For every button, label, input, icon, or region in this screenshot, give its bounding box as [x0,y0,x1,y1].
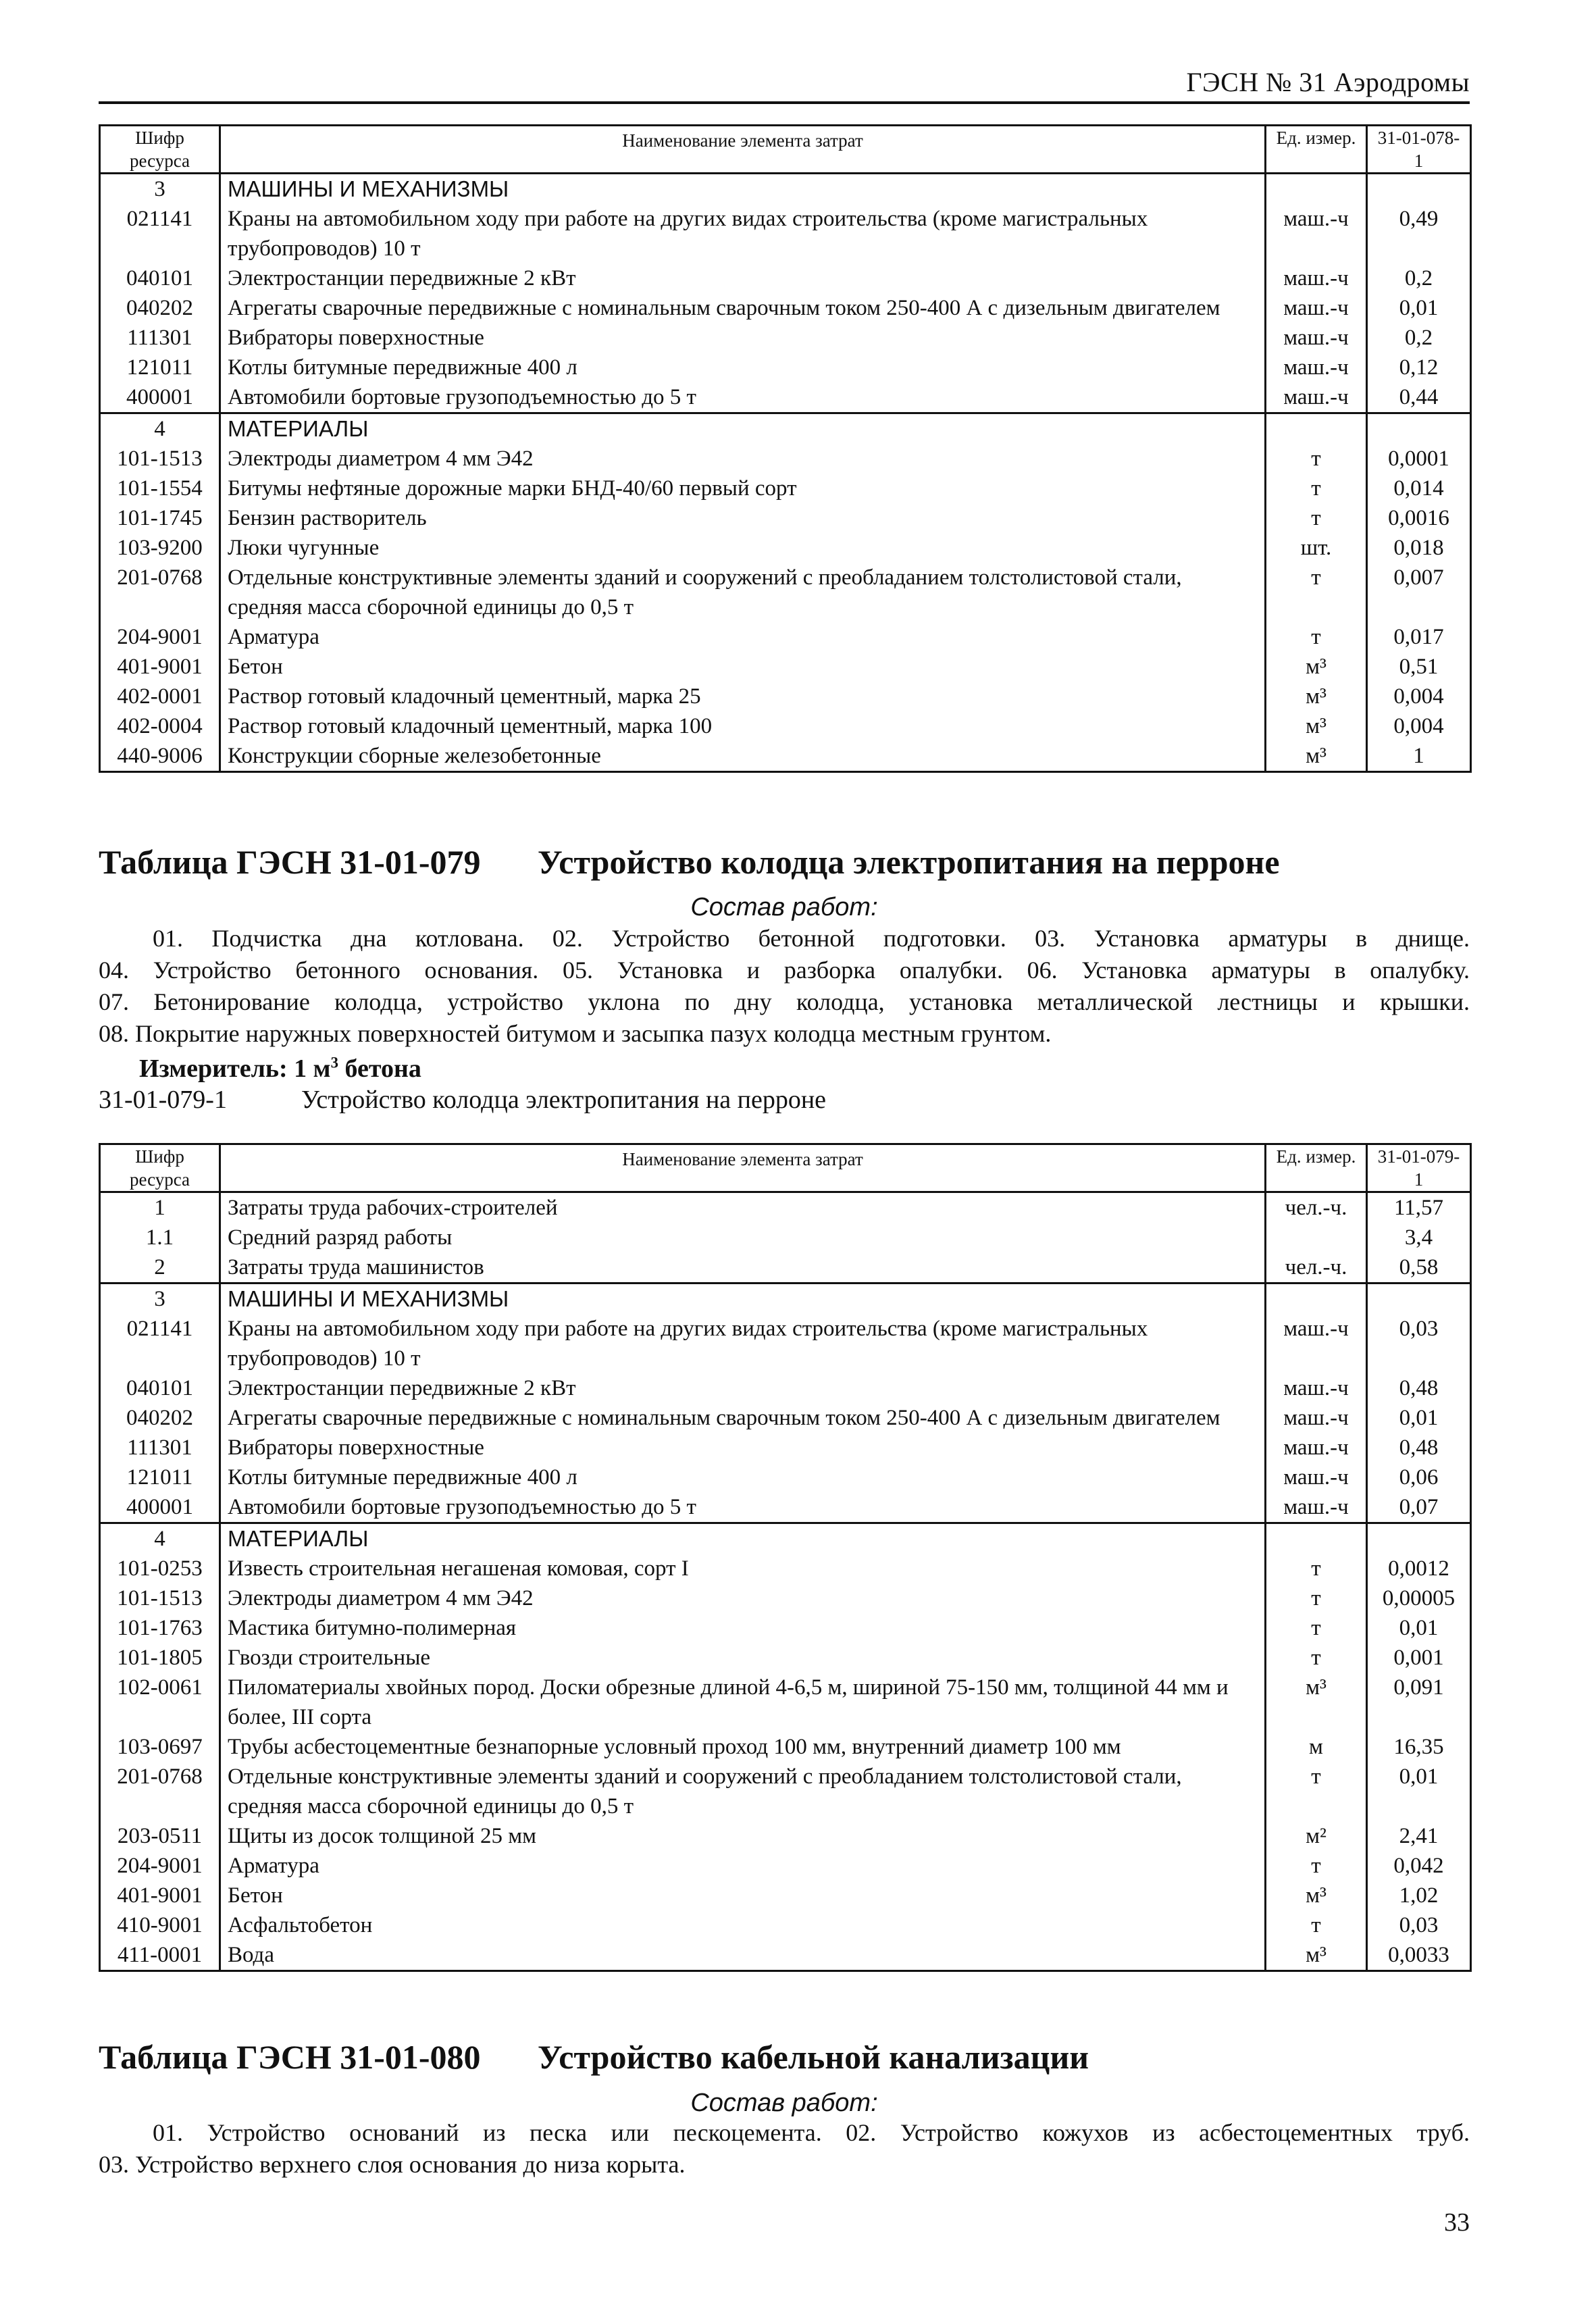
resource-unit: т [1266,1613,1367,1643]
resource-name: Вибраторы поверхностные [220,323,1266,353]
resource-code: 101-1763 [100,1613,220,1643]
resource-unit: м³ [1266,1940,1367,1971]
resource-unit: т [1266,563,1367,622]
resource-unit: маш.-ч [1266,1373,1367,1403]
resource-unit: м² [1266,1821,1367,1851]
composition-line: 01. Подчистка дна котлована. 02. Устройство бетонной подготовки. 03. Установка арматуры в днище. [153,925,1470,952]
resource-unit: чел.-ч. [1266,1252,1367,1283]
resource-name: Вибраторы поверхностные [220,1433,1266,1463]
meter-label: Измеритель: 1 м [139,1054,331,1083]
resource-name: Раствор готовый кладочный цементный, марка 100 [220,711,1266,741]
table-row [100,1554,1471,1583]
composition-line: 07. Бетонирование колодца, устройство уклона по дну колодца, установка металлической лестницы и крышки. [99,988,1470,1015]
resource-code: 400001 [100,1492,220,1523]
resource-value: 0,44 [1367,382,1471,413]
resource-code: 204-9001 [100,622,220,652]
resource-unit: маш.-ч [1266,1403,1367,1433]
resource-value: 2,41 [1367,1821,1471,1851]
resource-code: 040101 [100,1373,220,1403]
table-heading-080 [99,2037,1470,2077]
col-header-unit: Ед. измер. [1266,126,1367,174]
resource-value: 16,35 [1367,1732,1471,1762]
resource-name: Электростанции передвижные 2 кВт [220,1373,1266,1403]
resource-value: 0,017 [1367,622,1471,652]
resource-unit: т [1266,622,1367,652]
resource-code: 410-9001 [100,1910,220,1940]
resource-value: 0,49 [1367,204,1471,263]
resource-value: 0,01 [1367,293,1471,323]
section-row [100,1523,1471,1554]
resource-value [1367,1283,1471,1315]
resource-value: 0,58 [1367,1252,1471,1283]
resource-value: 0,01 [1367,1762,1471,1821]
resource-name: Электроды диаметром 4 мм Э42 [220,1583,1266,1613]
table-row [100,533,1471,563]
resource-name: Средний разряд работы [220,1223,1266,1252]
resource-unit [1266,1283,1367,1315]
section-title: МАШИНЫ И МЕХАНИЗМЫ [220,1283,1266,1315]
resource-code: 040101 [100,263,220,293]
resource-value: 0,0016 [1367,503,1471,533]
resource-name: Мастика битумно-полимерная [220,1613,1266,1643]
resource-name: Трубы асбестоцементные безнапорные условный проход 100 мм, внутренний диаметр 100 мм [220,1732,1266,1762]
table-title: Устройство кабельной канализации [538,2038,1089,2076]
resource-name: Арматура [220,622,1266,652]
resource-value: 0,01 [1367,1613,1471,1643]
table-number: Таблица ГЭСН 31-01-079 [99,843,481,881]
resource-unit: м³ [1266,1881,1367,1910]
resource-name: Агрегаты сварочные передвижные с номинальным сварочным током 250-400 А с дизельным двигателем [220,1403,1266,1433]
table-row [100,353,1471,382]
table-row [100,204,1471,263]
table-row [100,503,1471,533]
resource-table-079 [99,1143,1472,1972]
table-row [100,1403,1471,1433]
table-row [100,1821,1471,1851]
meter-sup: 3 [330,1054,338,1071]
composition-line: 03. Устройство верхнего слоя основания до низа корыта. [99,2151,686,2178]
resource-code: 4 [100,413,220,444]
resource-value: 0,2 [1367,323,1471,353]
resource-unit: маш.-ч [1266,293,1367,323]
resource-name: Известь строительная негашеная комовая, сорт I [220,1554,1266,1583]
resource-code: 402-0004 [100,711,220,741]
section-row [100,174,1471,205]
resource-code: 401-9001 [100,1881,220,1910]
resource-name: Раствор готовый кладочный цементный, марка 25 [220,682,1266,711]
resource-code: 203-0511 [100,1821,220,1851]
table-row [100,652,1471,682]
table-row [100,563,1471,622]
header-rule [99,101,1470,104]
resource-unit: т [1266,1643,1367,1673]
table-row [100,263,1471,293]
resource-code: 201-0768 [100,563,220,622]
resource-code: 111301 [100,323,220,353]
resource-name: Щиты из досок толщиной 25 мм [220,1821,1266,1851]
table-row [100,382,1471,413]
resource-value: 1,02 [1367,1881,1471,1910]
col-header-name: Наименование элемента затрат [220,126,1266,174]
resource-code: 111301 [100,1433,220,1463]
resource-unit: т [1266,1762,1367,1821]
resource-table-078 [99,124,1472,773]
table-row [100,741,1471,772]
norm-code-line [99,1085,826,1115]
section-row [100,413,1471,444]
resource-unit: м³ [1266,711,1367,741]
table-row [100,1881,1471,1910]
table-row [100,1940,1471,1971]
meter-line [139,1054,421,1084]
resource-unit: маш.-ч [1266,353,1367,382]
resource-value: 0,2 [1367,263,1471,293]
resource-value [1367,1523,1471,1554]
resource-unit: маш.-ч [1266,1314,1367,1373]
resource-code: 440-9006 [100,741,220,772]
resource-value: 0,018 [1367,533,1471,563]
resource-unit: т [1266,503,1367,533]
resource-value: 0,007 [1367,563,1471,622]
resource-code: 101-1805 [100,1643,220,1673]
resource-code: 040202 [100,1403,220,1433]
resource-name: Арматура [220,1851,1266,1881]
resource-name: Люки чугунные [220,533,1266,563]
resource-name: Агрегаты сварочные передвижные с номинальным сварочным током 250-400 А с дизельным двигателем [220,293,1266,323]
resource-value: 0,00005 [1367,1583,1471,1613]
resource-unit: маш.-ч [1266,382,1367,413]
table-row [100,1433,1471,1463]
resource-value: 0,004 [1367,682,1471,711]
resource-name: Бетон [220,652,1266,682]
resource-code: 402-0001 [100,682,220,711]
table-row [100,711,1471,741]
resource-value: 0,03 [1367,1314,1471,1373]
resource-value: 0,01 [1367,1403,1471,1433]
table-row [100,1252,1471,1283]
page-number: 33 [1444,2208,1470,2237]
table-row [100,622,1471,652]
norm-title: Устройство колодца электропитания на перроне [301,1086,827,1114]
resource-code: 103-0697 [100,1732,220,1762]
resource-name: Отдельные конструктивные элементы зданий и сооружений с преобладанием толстолистовой стали, средняя масса сборочной единицы до 0,5 т [220,1762,1266,1821]
table-row [100,323,1471,353]
col-header-unit: Ед. измер. [1266,1144,1367,1192]
resource-code: 3 [100,1283,220,1315]
resource-name: Котлы битумные передвижные 400 л [220,353,1266,382]
resource-name: Краны на автомобильном ходу при работе на других видах строительства (кроме магистральных трубопроводов) 10 т [220,204,1266,263]
col-header-code: Шифр ресурса [100,126,220,174]
resource-value: 0,06 [1367,1463,1471,1492]
resource-value: 0,004 [1367,711,1471,741]
resource-code: 101-1513 [100,1583,220,1613]
resource-name: Автомобили бортовые грузоподъемностью до 5 т [220,1492,1266,1523]
resource-name: Пиломатериалы хвойных пород. Доски обрезные длиной 4-6,5 м, шириной 75-150 мм, толщиной 44 мм и более, III сорта [220,1673,1266,1732]
resource-name: Бензин растворитель [220,503,1266,533]
resource-code: 201-0768 [100,1762,220,1821]
resource-code: 411-0001 [100,1940,220,1971]
table-row [100,1492,1471,1523]
resource-code: 1.1 [100,1223,220,1252]
resource-value: 0,07 [1367,1492,1471,1523]
resource-unit: шт. [1266,533,1367,563]
resource-code: 102-0061 [100,1673,220,1732]
resource-unit: т [1266,1554,1367,1583]
resource-code: 021141 [100,1314,220,1373]
resource-value: 3,4 [1367,1223,1471,1252]
table-title: Устройство колодца электропитания на перроне [538,843,1280,881]
resource-value: 11,57 [1367,1192,1471,1223]
resource-value: 0,03 [1367,1910,1471,1940]
resource-code: 401-9001 [100,652,220,682]
table-row [100,1732,1471,1762]
composition-label: Состав работ: [690,893,878,921]
table-row [100,1314,1471,1373]
composition-line: 01. Устройство оснований из песка или пескоцемента. 02. Устройство кожухов из асбестоцементных труб. [153,2119,1470,2146]
resource-code: 040202 [100,293,220,323]
resource-unit: т [1266,1851,1367,1881]
resource-unit: м³ [1266,652,1367,682]
resource-code: 4 [100,1523,220,1554]
col-header-value: 31-01-078-1 [1367,126,1471,174]
resource-name: Котлы битумные передвижные 400 л [220,1463,1266,1492]
resource-value [1367,174,1471,205]
resource-value: 0,0012 [1367,1554,1471,1583]
table-row [100,1583,1471,1613]
resource-code: 101-1554 [100,474,220,503]
table-row [100,1851,1471,1881]
resource-unit: маш.-ч [1266,204,1367,263]
resource-name: Бетон [220,1881,1266,1910]
resource-unit: м³ [1266,682,1367,711]
composition-text-080 [99,2117,1470,2181]
resource-name: Затраты труда машинистов [220,1252,1266,1283]
table-heading-079 [99,842,1470,882]
resource-name: Краны на автомобильном ходу при работе на других видах строительства (кроме магистральных трубопроводов) 10 т [220,1314,1266,1373]
resource-code: 101-0253 [100,1554,220,1583]
table-row [100,1223,1471,1252]
resource-code: 1 [100,1192,220,1223]
resource-code: 3 [100,174,220,205]
composition-line: 08. Покрытие наружных поверхностей битумом и засыпка пазух колодца местным грунтом. [99,1020,1052,1047]
resource-name: Затраты труда рабочих-строителей [220,1192,1266,1223]
resource-value: 0,0033 [1367,1940,1471,1971]
resource-unit: м [1266,1732,1367,1762]
meter-unit: бетона [338,1054,421,1083]
resource-value: 1 [1367,741,1471,772]
resource-value [1367,413,1471,444]
resource-name: Автомобили бортовые грузоподъемностью до 5 т [220,382,1266,413]
table-row [100,444,1471,474]
table-row [100,1373,1471,1403]
resource-code: 2 [100,1252,220,1283]
resource-name: Отдельные конструктивные элементы зданий и сооружений с преобладанием толстолистовой стали, средняя масса сборочной единицы до 0,5 т [220,563,1266,622]
composition-label: Состав работ: [690,2089,878,2117]
composition-line: 04. Устройство бетонного основания. 05. Установка и разборка опалубки. 06. Установка арматуры в опалубку. [99,957,1470,984]
resource-value: 0,12 [1367,353,1471,382]
resource-code: 101-1513 [100,444,220,474]
resource-value: 0,0001 [1367,444,1471,474]
table-body [100,174,1471,772]
table-row [100,1910,1471,1940]
table-number: Таблица ГЭСН 31-01-080 [99,2038,481,2076]
resource-unit: т [1266,444,1367,474]
resource-code: 204-9001 [100,1851,220,1881]
table-row [100,1613,1471,1643]
resource-value: 0,51 [1367,652,1471,682]
resource-name: Асфальтобетон [220,1910,1266,1940]
resource-value: 0,014 [1367,474,1471,503]
resource-unit: т [1266,1583,1367,1613]
resource-value: 0,042 [1367,1851,1471,1881]
table-row [100,1673,1471,1732]
section-row [100,1283,1471,1315]
resource-unit: м³ [1266,1673,1367,1732]
table-body [100,1192,1471,1971]
resource-value: 0,48 [1367,1433,1471,1463]
table-row [100,293,1471,323]
resource-unit: м³ [1266,741,1367,772]
resource-code: 101-1745 [100,503,220,533]
col-header-code: Шифр ресурса [100,1144,220,1192]
resource-unit [1266,1223,1367,1252]
section-title: МАШИНЫ И МЕХАНИЗМЫ [220,174,1266,205]
table-row [100,1463,1471,1492]
resource-unit [1266,413,1367,444]
resource-code: 103-9200 [100,533,220,563]
resource-code: 121011 [100,1463,220,1492]
composition-text-079 [99,923,1470,1050]
norm-code: 31-01-079-1 [99,1086,227,1114]
resource-code: 021141 [100,204,220,263]
resource-name: Гвозди строительные [220,1643,1266,1673]
resource-value: 0,48 [1367,1373,1471,1403]
resource-unit: маш.-ч [1266,1463,1367,1492]
resource-unit: маш.-ч [1266,1433,1367,1463]
resource-unit: чел.-ч. [1266,1192,1367,1223]
table-row [100,682,1471,711]
resource-unit: т [1266,474,1367,503]
resource-name: Вода [220,1940,1266,1971]
col-header-value: 31-01-079-1 [1367,1144,1471,1192]
resource-unit: т [1266,1910,1367,1940]
section-title: МАТЕРИАЛЫ [220,1523,1266,1554]
table-row [100,1643,1471,1673]
resource-value: 0,091 [1367,1673,1471,1732]
table-row [100,1762,1471,1821]
resource-name: Электроды диаметром 4 мм Э42 [220,444,1266,474]
col-header-name: Наименование элемента затрат [220,1144,1266,1192]
resource-unit: маш.-ч [1266,263,1367,293]
table-row [100,474,1471,503]
section-title: МАТЕРИАЛЫ [220,413,1266,444]
resource-name: Конструкции сборные железобетонные [220,741,1266,772]
resource-unit [1266,174,1367,205]
resource-name: Электростанции передвижные 2 кВт [220,263,1266,293]
resource-value: 0,001 [1367,1643,1471,1673]
resource-code: 400001 [100,382,220,413]
resource-unit: маш.-ч [1266,323,1367,353]
resource-unit: маш.-ч [1266,1492,1367,1523]
running-header: ГЭСН № 31 Аэродромы [1186,67,1470,97]
resource-unit [1266,1523,1367,1554]
resource-code: 121011 [100,353,220,382]
resource-name: Битумы нефтяные дорожные марки БНД-40/60 первый сорт [220,474,1266,503]
table-row [100,1192,1471,1223]
